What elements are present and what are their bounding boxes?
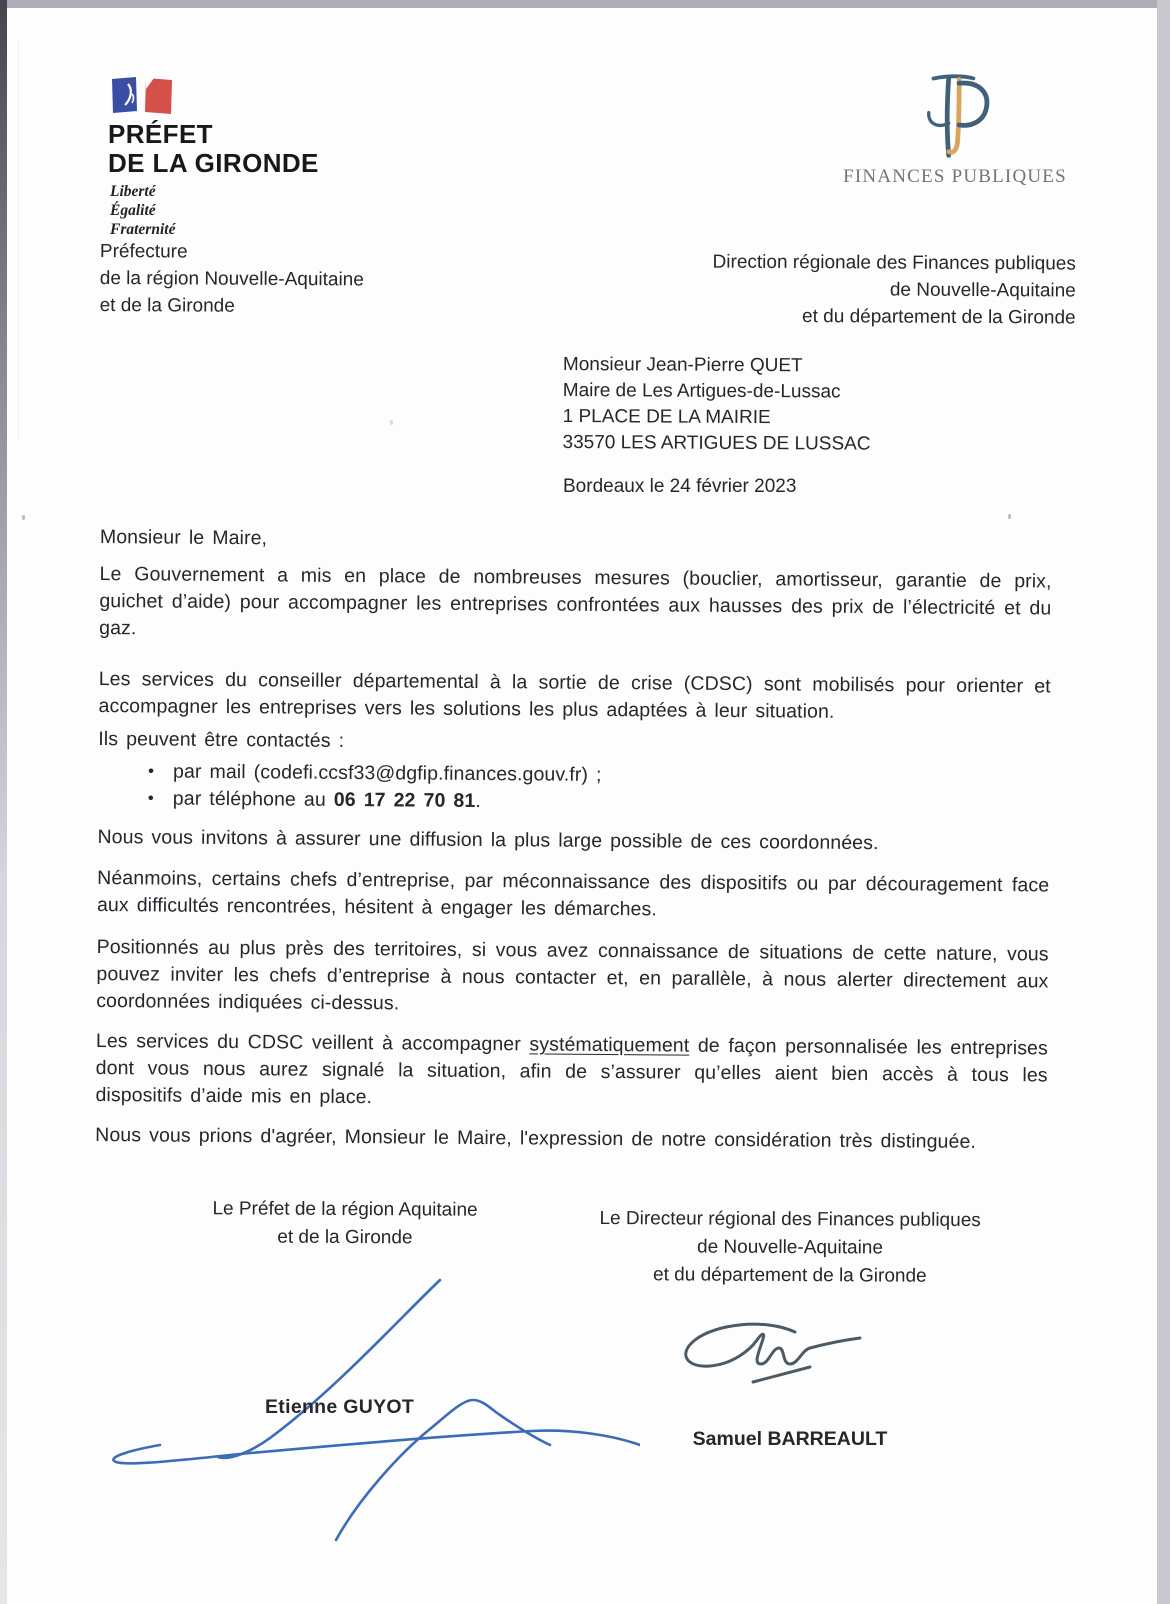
paragraph-accompagnement (95, 1028, 1048, 1116)
sig-left-title-line: Le Préfet de la région Aquitaine (212, 1198, 478, 1221)
sig-left-title-line: et de la Gironde (277, 1226, 413, 1249)
motto-fraternite: Fraternité (110, 221, 176, 238)
p6-pre: Les services du CDSC veillent à accompagner (95, 1029, 530, 1056)
scan-speck (390, 420, 393, 425)
signature-name-etienne-guyot: Etienne GUYOT (265, 1396, 415, 1418)
signature-title-directeur (578, 1205, 1002, 1291)
recipient-address-block (562, 352, 871, 458)
republic-motto (110, 182, 175, 239)
recipient-role: Maire de Les Artigues-de-Lussac (562, 379, 841, 403)
contact-mail-text: par mail (codefi.ccsf33@dgfip.finances.gouv.fr) ; (172, 760, 602, 786)
motto-egalite: Égalité (110, 202, 156, 219)
letter-body (95, 524, 1052, 1156)
dateline: Bordeaux le 24 février 2023 (563, 476, 797, 497)
contact-phone-prefix: par téléphone au (172, 787, 334, 811)
paragraph-diffusion: Nous vous invitons à assurer une diffusion la plus large possible de ces coordonnées. (97, 825, 879, 855)
sig-right-title-line: Le Directeur régional des Finances publiques (599, 1208, 981, 1231)
prefecture-title-line2: DE LA GIRONDE (108, 148, 319, 178)
paragraph-positionnes: Positionnés au plus près des territoires, si vous avez connaissance de situations de cette nature, vous pouvez inviter les chefs d’entreprise à nous contacter et, en parallèle, à nous alerter directement aux coordonnées indiquées ci-dessus. (96, 935, 1049, 1015)
recipient-city: 33570 LES ARTIGUES DE LUSSAC (562, 431, 871, 455)
motto-liberte: Liberté (110, 183, 156, 200)
finances-publiques-label: FINANCES PUBLIQUES (843, 166, 1067, 187)
signature-name-samuel-barreault: Samuel BARREAULT (692, 1428, 888, 1450)
finances-publiques-monogram-icon (905, 68, 1000, 163)
closing-formula: Nous vous prions d'agréer, Monsieur le Maire, l'expression de notre considération très distinguée. (95, 1123, 977, 1153)
contact-list (98, 758, 1050, 819)
sig-right-title-line: de Nouvelle-Aquitaine (696, 1236, 884, 1259)
prefecture-title (108, 120, 319, 178)
scan-fold-line (18, 40, 19, 440)
signature-title-prefet (155, 1195, 535, 1253)
sender-left-line: Préfecture (99, 240, 188, 263)
french-flag-logo (110, 76, 174, 116)
scan-edge-left (0, 0, 7, 1604)
contact-phone-number: 06 17 22 70 81 (333, 788, 476, 812)
prefecture-title-line1: PRÉFET (108, 119, 213, 149)
signature-samuel-barreault-ink (655, 1312, 920, 1417)
sender-left-line: et de la Gironde (99, 294, 235, 317)
sender-dgfip-block (600, 248, 1076, 331)
recipient-name: Monsieur Jean-Pierre QUET (562, 353, 803, 377)
paragraph-cdsc-services: Les services du conseiller départemental à la sortie de crise (CDSC) sont mobilisés pour orienter et accompagner les entreprises vers les solutions les plus adaptées à leur situation. (98, 667, 1051, 723)
scan-speck (1008, 514, 1011, 519)
p6-underlined-word: systématiquement (529, 1033, 690, 1057)
paragraph-neanmoins: Néanmoins, certains chefs d’entreprise, par méconnaissance des dispositifs ou par découragement face aux difficultés rencontrées, hésitent à engager les démarches. (96, 866, 1050, 921)
salutation: Monsieur le Maire, (99, 525, 268, 550)
scan-speck (22, 515, 25, 520)
sender-left-line: de la région Nouvelle-Aquitaine (99, 267, 364, 291)
recipient-street: 1 PLACE DE LA MAIRIE (562, 405, 771, 429)
scan-edge-top (0, 0, 1170, 8)
paragraph-measures: Le Gouvernement a mis en place de nombreuses mesures (bouclier, amortisseur, garantie de prix, guichet d’aide) pour accompagner les entreprises confrontées aux hausses des prix de l’électricité et du gaz. (99, 562, 1052, 640)
p6-post: de façon personnalisée les entreprises dont vous nous aurez signalé la situation, afin de s’assurer qu’elles aient bien accès à tous les dispositifs d’aide mis en place. (95, 1034, 1048, 1109)
sender-prefecture-block (100, 238, 364, 320)
sender-right-line: de Nouvelle-Aquitaine (889, 279, 1076, 302)
sender-right-line: Direction régionale des Finances publiques (712, 251, 1076, 275)
sig-right-title-line: et du département de la Gironde (653, 1264, 927, 1287)
sender-right-line: et du département de la Gironde (802, 306, 1076, 329)
scan-edge-right (1157, 0, 1170, 1604)
contact-intro: Ils peuvent être contactés : (98, 727, 345, 752)
contact-phone-suffix: . (475, 789, 481, 812)
